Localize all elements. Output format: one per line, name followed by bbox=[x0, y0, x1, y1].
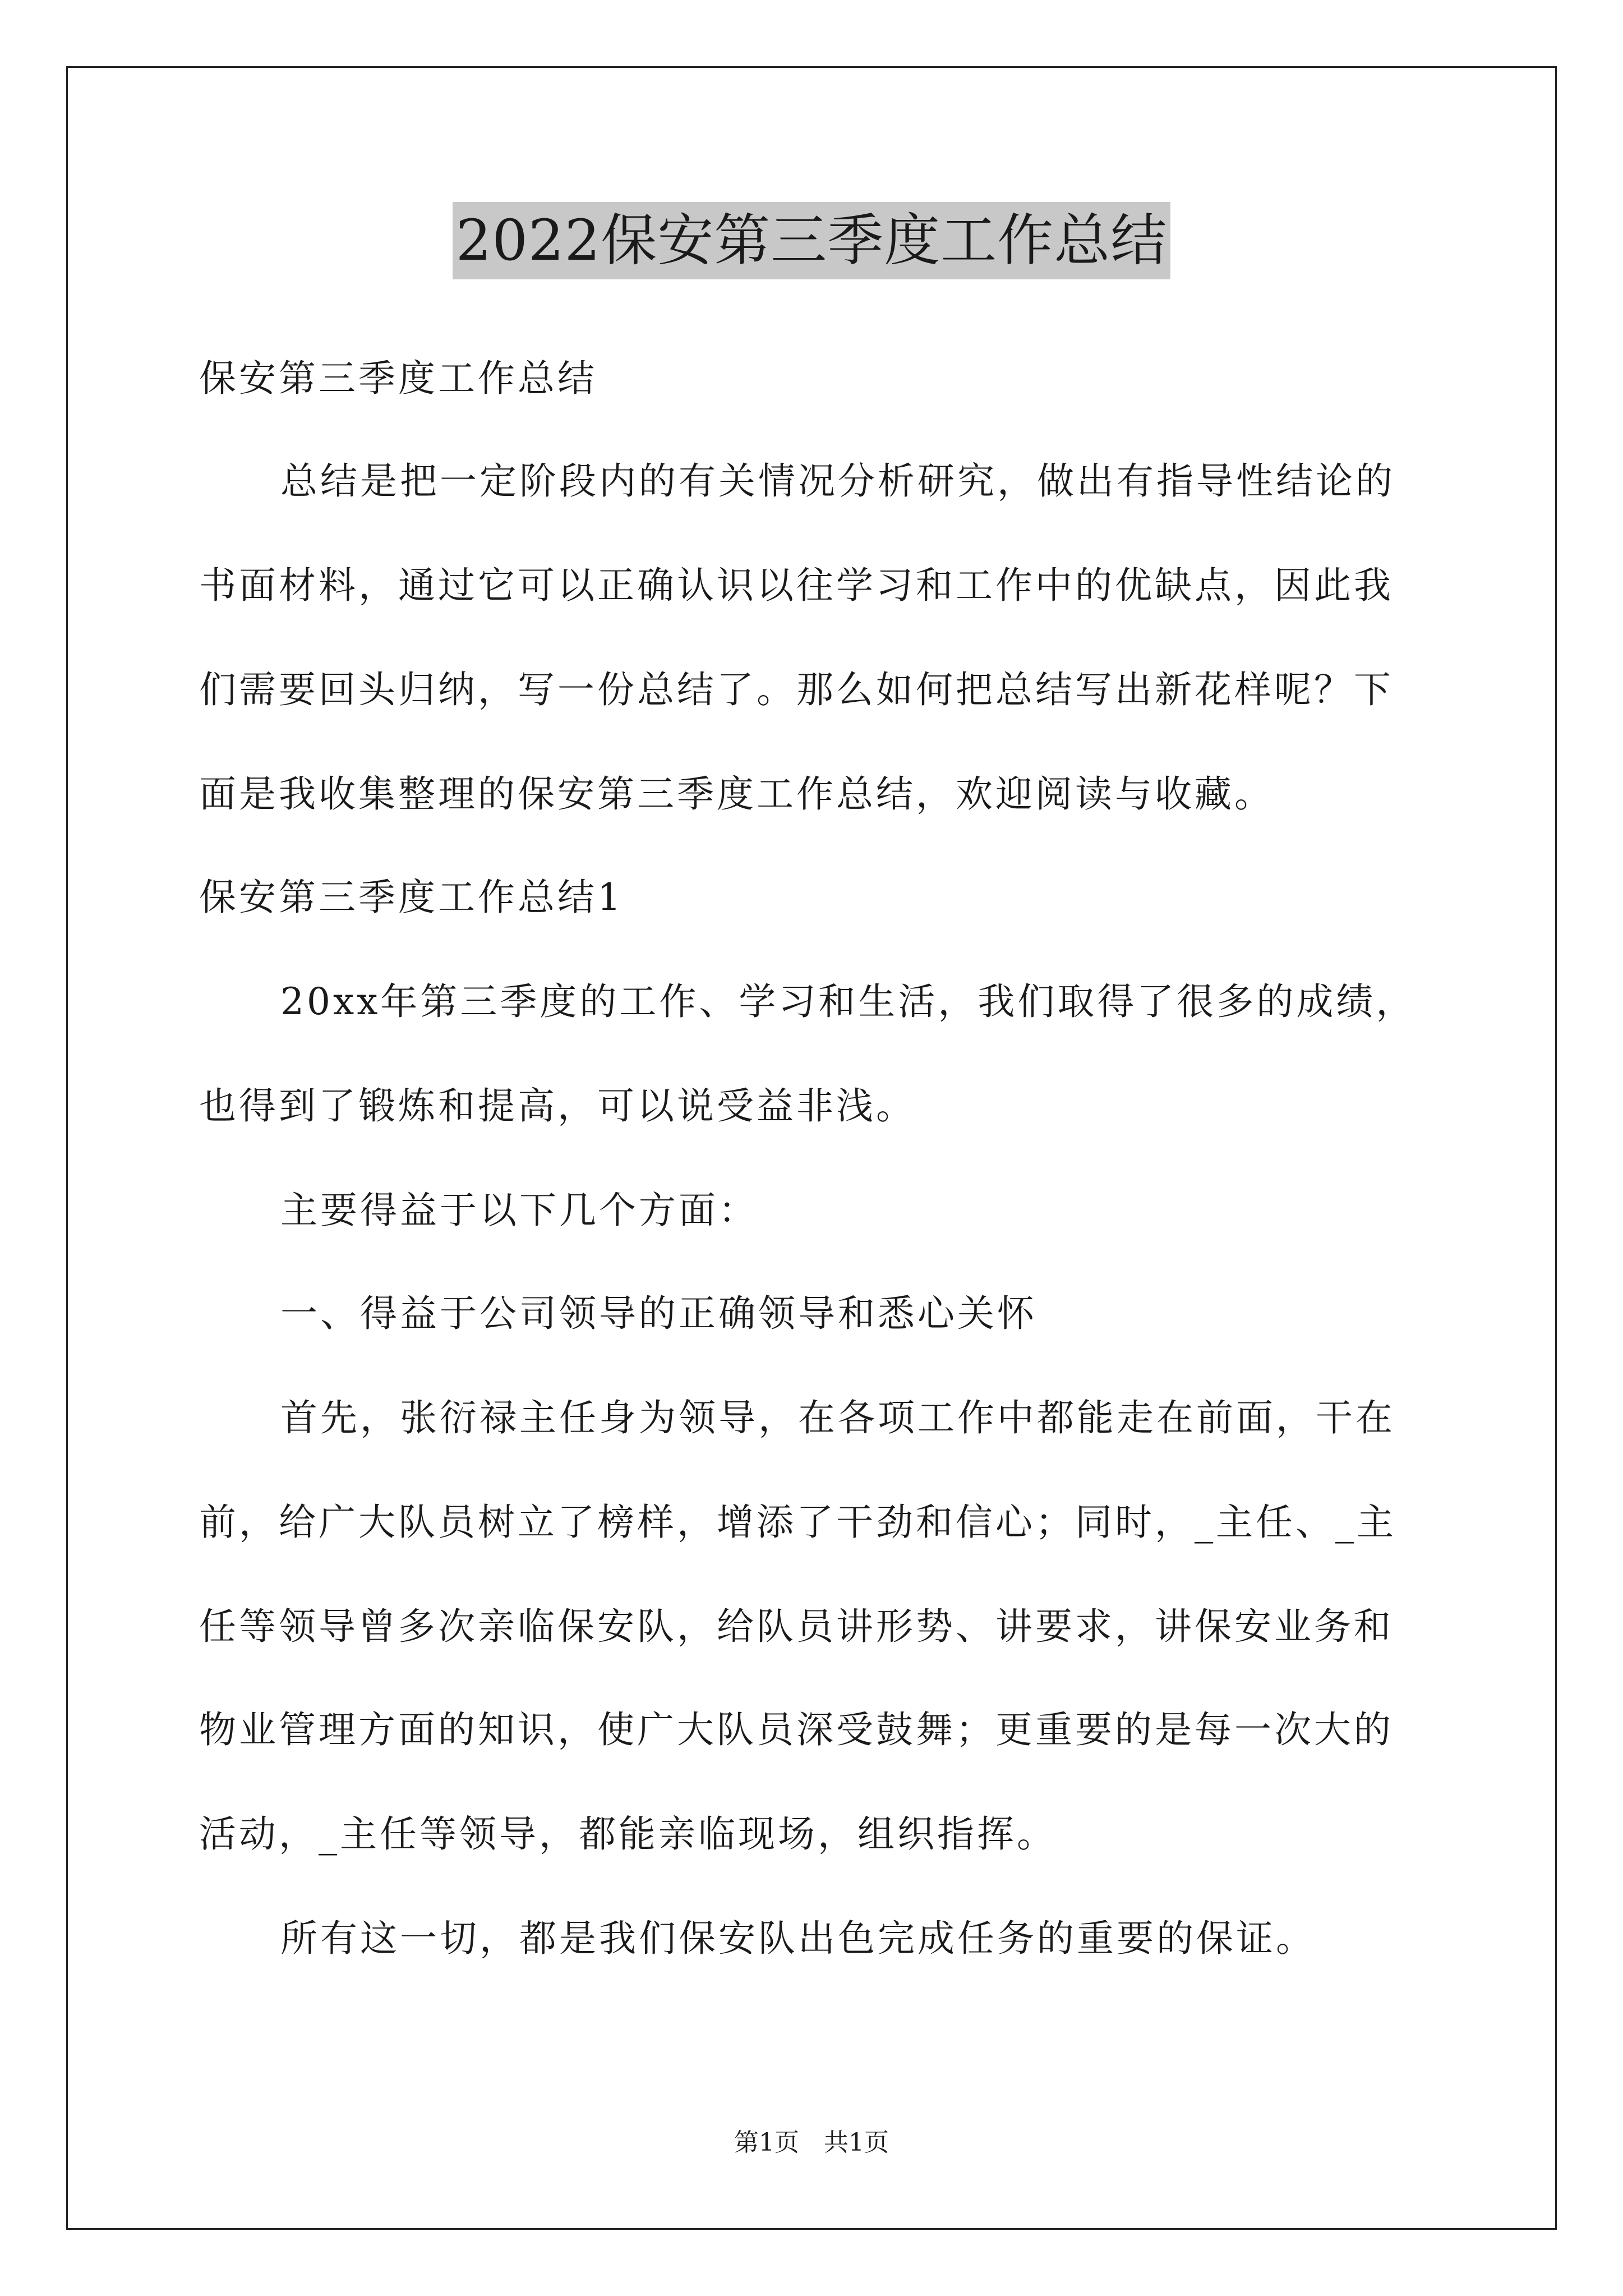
body-line: 也得到了锻炼和提高，可以说受益非浅。 bbox=[199, 1084, 916, 1128]
body-line: 书面材料，通过它可以正确认识以往学习和工作中的优缺点，因此我 bbox=[199, 564, 1394, 607]
body-line: 活动，_主任等领导，都能亲临现场，组织指挥。 bbox=[199, 1812, 1057, 1856]
body-line: 20xx年第三季度的工作、学习和生活，我们取得了很多的成绩， bbox=[280, 980, 1416, 1023]
body-line: 面是我收集整理的保安第三季度工作总结，欢迎阅读与收藏。 bbox=[199, 772, 1274, 816]
body-line: 所有这一切，都是我们保安队出色完成任务的重要的保证。 bbox=[280, 1917, 1316, 1960]
body-line: 任等领导曾多次亲临保安队，给队员讲形势、讲要求，讲保安业务和 bbox=[199, 1605, 1394, 1648]
body-line: 首先，张衍禄主任身为领导，在各项工作中都能走在前面，干在 bbox=[280, 1396, 1395, 1439]
document-title: 2022保安第三季度工作总结 bbox=[453, 202, 1171, 279]
body-line: 主要得益于以下几个方面： bbox=[280, 1189, 758, 1232]
body-line: 物业管理方面的知识，使广大队员深受鼓舞；更重要的是每一次大的 bbox=[199, 1708, 1394, 1751]
body-line: 一、得益于公司领导的正确领导和悉心关怀 bbox=[280, 1292, 1037, 1335]
section-heading: 保安第三季度工作总结1 bbox=[199, 876, 624, 919]
title-container bbox=[0, 202, 1623, 279]
subtitle-line: 保安第三季度工作总结 bbox=[199, 357, 597, 400]
body-line: 前，给广大队员树立了榜样，增添了干劲和信心；同时，_主任、_主 bbox=[199, 1501, 1396, 1544]
page-footer: 第1页 共1页 bbox=[734, 2128, 889, 2157]
body-line: 总结是把一定阶段内的有关情况分析研究，做出有指导性结论的 bbox=[280, 459, 1395, 503]
body-line: 们需要回头归纳，写一份总结了。那么如何把总结写出新花样呢？下 bbox=[199, 668, 1394, 711]
